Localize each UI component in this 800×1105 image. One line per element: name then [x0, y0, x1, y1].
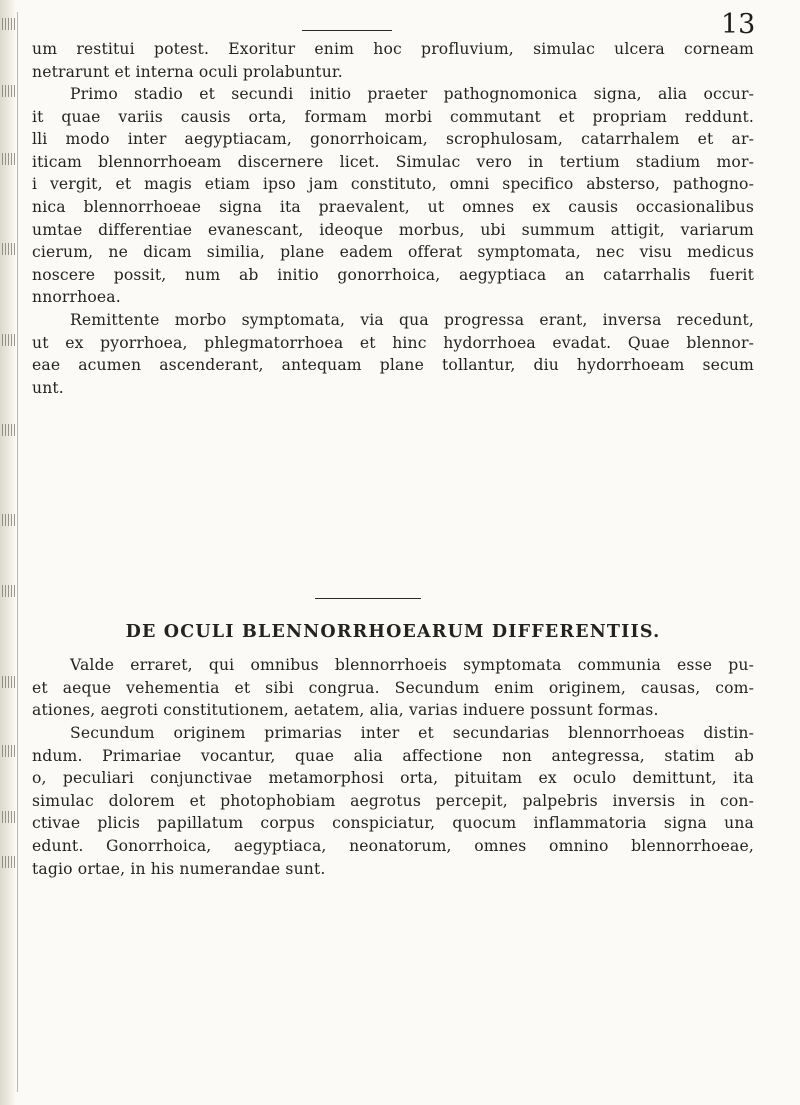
paragraph-origin [32, 722, 754, 880]
paragraph-continuation [32, 38, 754, 83]
text-line: edunt. Gonorrhoica, aegyptiaca, neonatorum, omnes omnino blennorrhoeae, [32, 836, 754, 855]
text-line: umtae differentiae evanescant, ideoque morbus, ubi summum attigit, variarum [32, 220, 754, 239]
text-line: lli modo inter aegyptiacam, gonorrhoicam, scrophulosam, catarrhalem et ar- [32, 130, 754, 149]
page-number: 13 [721, 9, 756, 40]
text-line: nica blennorrhoeae signa ita praevalent, ut omnes ex causis occasionalibus [32, 197, 754, 216]
text-line: ationes, aegroti constitutionem, aetatem, alia, varias induere possunt formas. [32, 701, 659, 720]
bleed-through-mark [2, 18, 16, 30]
text-line: iticam blennorrhoeam discernere licet. Simulac vero in tertium stadium mor- [32, 152, 754, 171]
paragraph-remission [32, 309, 754, 399]
text-line: o, peculiari conjunctivae metamorphosi orta, pituitam ex oculo demittunt, ita [32, 769, 754, 788]
page-edge-line [17, 12, 18, 1092]
bleed-through-mark [2, 153, 16, 165]
text-line: eae acumen ascenderant, antequam plane tollantur, diu hydorrhoeam secum [32, 356, 754, 375]
bleed-through-mark [2, 676, 16, 688]
text-line: simulac dolorem et photophobiam aegrotus percepit, palpebris inversis in con- [32, 791, 754, 810]
section-rule [315, 598, 421, 599]
text-line: unt. [32, 378, 64, 397]
bleed-through-mark [2, 745, 16, 757]
text-line: ut ex pyorrhoea, phlegmatorrhoea et hinc hydorrhoea evadat. Quae blennor- [32, 333, 754, 352]
text-line: Valde erraret, qui omnibus blennorrhoeis symptomata communia esse pu- [70, 656, 754, 674]
text-line: Remittente morbo symptomata, via qua progressa erant, inversa recedunt, [70, 311, 754, 329]
bleed-through-mark [2, 85, 16, 97]
text-line: ndum. Primariae vocantur, quae alia affectione non antegressa, statim ab [32, 746, 754, 765]
text-line: tagio ortae, in his numerandae sunt. [32, 859, 326, 878]
section-heading: DE OCULI BLENNORRHOEARUM DIFFERENTIIS. [125, 622, 661, 642]
bleed-through-mark [2, 585, 16, 597]
bleed-through-mark [2, 334, 16, 346]
text-line: it quae variis causis orta, formam morbi commutant et propriam reddunt. [32, 107, 754, 126]
text-line: cierum, ne dicam similia, plane eadem offerat symptomata, nec visu medicus [32, 243, 754, 262]
binding-gutter [0, 0, 16, 1105]
text-line: ctivae plicis papillatum corpus conspiciatur, quocum inflammatoria signa una [32, 814, 754, 833]
paragraph-stages [32, 83, 754, 309]
text-line: um restitui potest. Exoritur enim hoc profluvium, simulac ulcera corneam [32, 40, 754, 58]
bleed-through-mark [2, 514, 16, 526]
bleed-through-mark [2, 856, 16, 868]
text-line: Secundum originem primarias inter et secundarias blennorrhoeas distin- [70, 724, 754, 742]
text-line: netrarunt et interna oculi prolabuntur. [32, 62, 343, 81]
paragraph-differences [32, 654, 754, 722]
header-rule [302, 30, 392, 31]
bleed-through-mark [2, 243, 16, 255]
text-line: noscere possit, num ab initio gonorrhoica, aegyptiaca an catarrhalis fuerit [32, 265, 754, 284]
bleed-through-mark [2, 811, 16, 823]
text-line: Primo stadio et secundi initio praeter pathognomonica signa, alia occur- [70, 85, 754, 103]
text-line: et aeque vehementia et sibi congrua. Secundum enim originem, causas, com- [32, 678, 754, 697]
text-line: nnorrhoea. [32, 288, 121, 307]
text-line: i vergit, et magis etiam ipso jam constituto, omni specifico absterso, pathogno- [32, 175, 754, 194]
bleed-through-mark [2, 424, 16, 436]
